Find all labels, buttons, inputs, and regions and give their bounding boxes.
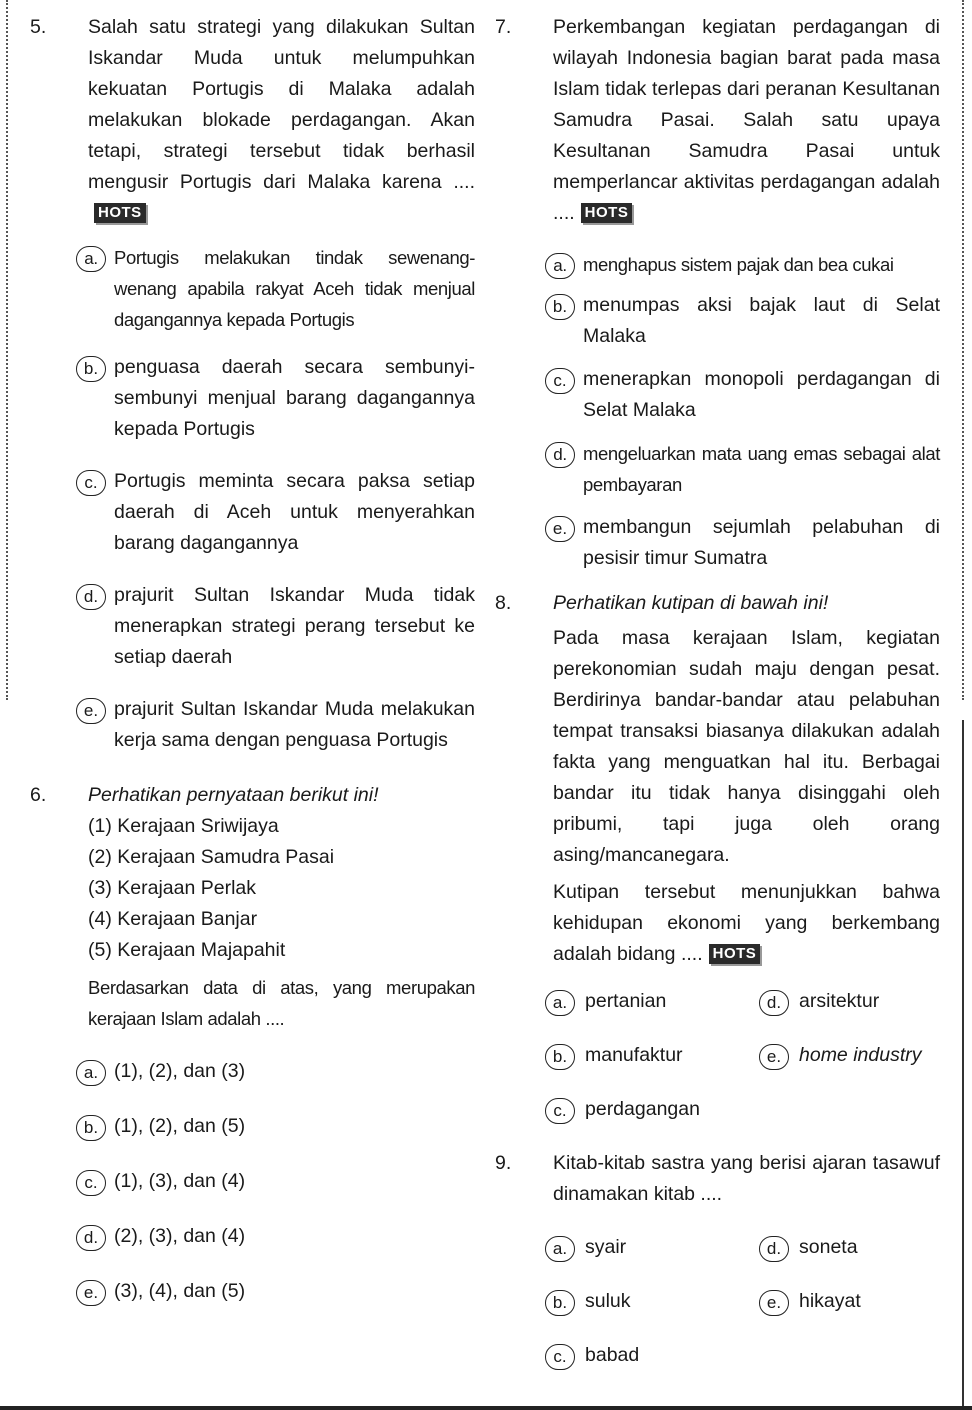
option-key[interactable]: d. <box>759 990 789 1016</box>
options-grid <box>545 1232 940 1394</box>
option-d[interactable]: d. soneta <box>759 1232 858 1263</box>
left-column <box>30 12 475 1307</box>
option-b[interactable]: b. manufaktur <box>545 1040 683 1071</box>
binding-edge-left <box>0 0 8 700</box>
question-6 <box>30 780 475 811</box>
option-key[interactable]: c. <box>545 1098 575 1124</box>
option-c[interactable]: c. babad <box>545 1340 639 1371</box>
option-a[interactable]: a. pertanian <box>545 986 666 1017</box>
question-number: 8. <box>495 592 512 614</box>
option-key[interactable]: c. <box>76 1170 106 1196</box>
option-d[interactable]: d. prajurit Sultan Iskandar Muda tidak menerapkan strategi perang tersebut ke setiap daerah <box>76 580 475 673</box>
option-key[interactable]: e. <box>76 698 106 724</box>
option-key[interactable]: b. <box>545 1290 575 1316</box>
option-key[interactable]: d. <box>759 1236 789 1262</box>
question-text: Perkembangan kegiatan perdagangan di wilayah Indonesia bagian barat pada masa Islam tidak terlepas dari peranan Kesultanan Samudra Pasai. Salah satu upaya Kesultanan Samudra Pasai untuk memperlancar aktivitas perdagangan adalah .... HOTS <box>553 16 940 224</box>
option-key[interactable]: a. <box>76 246 106 272</box>
hots-badge: HOTS <box>581 203 633 223</box>
option-b[interactable]: b. penguasa daerah secara sembunyi-sembunyi menjual barang dagangannya kepada Portugis <box>76 352 475 445</box>
option-key[interactable]: d. <box>545 442 575 468</box>
question-prompt: Kutipan tersebut menunjukkan bahwa kehidupan ekonomi yang berkembang adalah bidang .... HOTS <box>553 881 940 965</box>
hots-badge: HOTS <box>709 944 761 964</box>
option-key[interactable]: b. <box>76 1115 106 1141</box>
question-text: Perhatikan kutipan di bawah ini! <box>553 592 829 614</box>
option-c[interactable]: c. menerapkan monopoli perdagangan di Selat Malaka <box>545 364 940 426</box>
binding-edge-right <box>962 0 970 700</box>
option-key[interactable]: e. <box>759 1044 789 1070</box>
question-prompt: Berdasarkan data di atas, yang merupakan kerajaan Islam adalah .... <box>88 977 475 1029</box>
statement-1: (1) Kerajaan Sriwijaya <box>88 815 279 837</box>
page-bottom-rule <box>0 1406 972 1410</box>
option-key[interactable]: c. <box>545 368 575 394</box>
question-7 <box>495 12 940 229</box>
option-c[interactable]: c. Portugis meminta secara paksa setiap daerah di Aceh untuk menyerahkan barang dagangannya <box>76 466 475 559</box>
quote-box: Pada masa kerajaan Islam, kegiatan perekonomian sudah maju dengan pesat. Berdirinya bandar-bandar atau pelabuhan tempat transaksi biasanya dilakukan adalah fakta yang menguatkan hal itu. Berbagai bandar itu tidak hanya disinggahi oleh pribumi, tapi juga oleh orang asing/mancanegara. <box>553 627 940 866</box>
question-text: Kitab-kitab sastra yang berisi ajaran tasawuf dinamakan kitab .... <box>553 1152 940 1205</box>
option-a[interactable]: a. syair <box>545 1232 626 1263</box>
option-b[interactable]: b. suluk <box>545 1286 631 1317</box>
statement-2: (2) Kerajaan Samudra Pasai <box>88 846 335 868</box>
question-9 <box>495 1148 940 1210</box>
option-d[interactable]: d. mengeluarkan mata uang emas sebagai alat pembayaran <box>545 438 940 500</box>
option-d[interactable]: d. (2), (3), dan (4) <box>76 1221 475 1252</box>
option-e[interactable]: e. home industry <box>759 1040 921 1071</box>
option-a[interactable]: a. (1), (2), dan (3) <box>76 1056 475 1087</box>
page-edge-right <box>962 720 970 1410</box>
options-grid <box>545 986 940 1148</box>
option-key[interactable]: a. <box>545 253 575 279</box>
question-5 <box>30 12 475 229</box>
option-key[interactable]: d. <box>76 584 106 610</box>
option-key[interactable]: a. <box>545 990 575 1016</box>
option-c[interactable]: c. (1), (3), dan (4) <box>76 1166 475 1197</box>
question-text: Perhatikan pernyataan berikut ini! <box>88 784 379 806</box>
question-number: 9. <box>495 1152 512 1174</box>
question-text: Salah satu strategi yang dilakukan Sultan Iskandar Muda untuk melumpuhkan kekuatan Portugis di Malaka adalah melakukan blokade perdagangan. Akan tetapi, strategi tersebut tidak berhasil mengusir Portugis dari Malaka karena ....HOTS <box>88 16 475 221</box>
option-a[interactable]: a. Portugis melakukan tindak sewenang-wenang apabila rakyat Aceh tidak menjual dagangannya kepada Portugis <box>76 242 475 335</box>
option-b[interactable]: b. menumpas aksi bajak laut di Selat Malaka <box>545 290 940 352</box>
option-key[interactable]: a. <box>76 1060 106 1086</box>
option-key[interactable]: c. <box>545 1344 575 1370</box>
option-a[interactable]: a. menghapus sistem pajak dan bea cukai <box>545 249 940 280</box>
option-e[interactable]: e. hikayat <box>759 1286 861 1317</box>
option-key[interactable]: b. <box>545 294 575 320</box>
option-e[interactable]: e. prajurit Sultan Iskandar Muda melakukan kerja sama dengan penguasa Portugis <box>76 694 475 756</box>
question-number: 7. <box>495 16 512 38</box>
option-e[interactable]: e. membangun sejumlah pelabuhan di pesisir timur Sumatra <box>545 512 940 574</box>
option-e[interactable]: e. (3), (4), dan (5) <box>76 1276 475 1307</box>
question-number: 5. <box>30 16 47 38</box>
option-key[interactable]: e. <box>76 1280 106 1306</box>
statement-3: (3) Kerajaan Perlak <box>88 877 256 899</box>
statement-4: (4) Kerajaan Banjar <box>88 908 258 930</box>
right-column <box>495 12 940 1394</box>
question-number: 6. <box>30 784 47 806</box>
option-c[interactable]: c. perdagangan <box>545 1094 700 1125</box>
question-8 <box>495 588 940 619</box>
option-key[interactable]: d. <box>76 1225 106 1251</box>
option-key[interactable]: a. <box>545 1236 575 1262</box>
hots-badge: HOTS <box>94 203 146 223</box>
option-key[interactable]: c. <box>76 470 106 496</box>
option-key[interactable]: b. <box>76 356 106 382</box>
option-key[interactable]: b. <box>545 1044 575 1070</box>
option-d[interactable]: d. arsitektur <box>759 986 879 1017</box>
option-b[interactable]: b. (1), (2), dan (5) <box>76 1111 475 1142</box>
statement-5: (5) Kerajaan Majapahit <box>88 939 286 961</box>
option-key[interactable]: e. <box>759 1290 789 1316</box>
option-key[interactable]: e. <box>545 516 575 542</box>
